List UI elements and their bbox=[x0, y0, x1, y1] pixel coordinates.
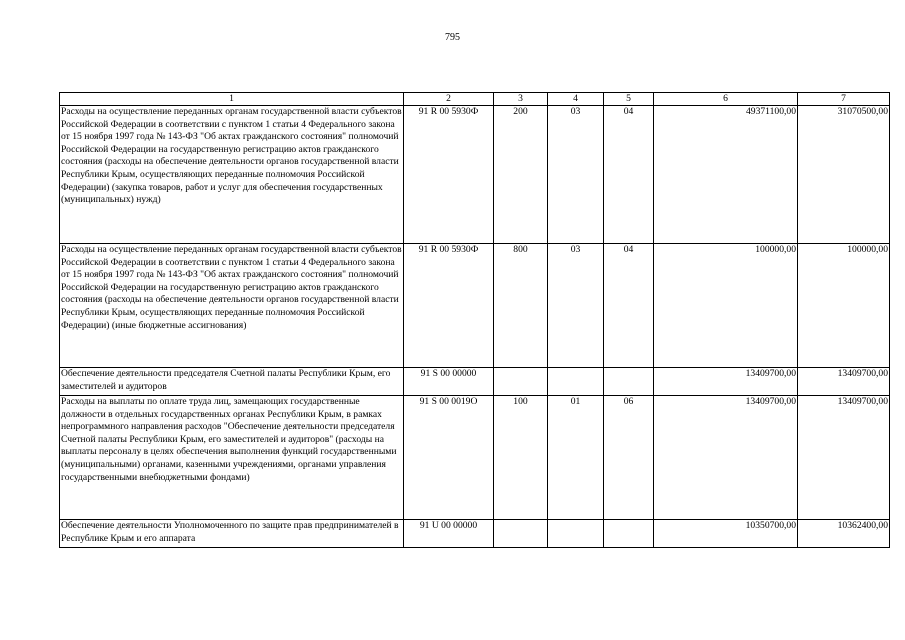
row-amount-col6: 13409700,00 bbox=[654, 368, 798, 396]
row-section: 03 bbox=[548, 106, 604, 244]
row-name: Расходы на выплаты по оплате труда лиц, замещающих государственные должности в отдельных государственных органах Республики Крым, в рамках непрограммного направления расходов "Обеспечение деятельности председателя Счетной палаты Республики Крым, его заместителей и аудиторов" (расходы на выплаты персоналу в целях обеспечения выполнения функций государственными (муниципальными) органами, казенными учреждениями, органами управления государственными внебюджетными фондами) bbox=[60, 396, 404, 520]
row-code: 91 U 00 00000 bbox=[404, 520, 494, 548]
column-header: 7 bbox=[798, 93, 890, 106]
row-expense-type: 200 bbox=[494, 106, 548, 244]
row-code: 91 S 00 0019О bbox=[404, 396, 494, 520]
row-amount-col7: 10362400,00 bbox=[798, 520, 890, 548]
row-amount-col6: 10350700,00 bbox=[654, 520, 798, 548]
row-subsection: 06 bbox=[604, 396, 654, 520]
table-row bbox=[60, 244, 890, 368]
table-row bbox=[60, 396, 890, 520]
column-header: 5 bbox=[604, 93, 654, 106]
row-amount-col6: 13409700,00 bbox=[654, 396, 798, 520]
row-amount-col7: 31070500,00 bbox=[798, 106, 890, 244]
row-subsection: 04 bbox=[604, 106, 654, 244]
column-header: 4 bbox=[548, 93, 604, 106]
row-name: Обеспечение деятельности председателя Счетной палаты Республики Крым, его заместителей и аудиторов bbox=[60, 368, 404, 396]
table-row bbox=[60, 520, 890, 548]
row-amount-col7: 13409700,00 bbox=[798, 396, 890, 520]
table-row bbox=[60, 106, 890, 244]
row-section: 03 bbox=[548, 244, 604, 368]
column-header: 1 bbox=[60, 93, 404, 106]
row-expense-type: 800 bbox=[494, 244, 548, 368]
row-expense-type bbox=[494, 368, 548, 396]
row-amount-col7: 13409700,00 bbox=[798, 368, 890, 396]
column-header: 6 bbox=[654, 93, 798, 106]
row-section bbox=[548, 520, 604, 548]
row-expense-type: 100 bbox=[494, 396, 548, 520]
row-name: Расходы на осуществление переданных органам государственной власти субъектов Российской Федерации в соответствии с пунктом 1 статьи 4 Федерального закона от 15 ноября 1997 года № 143-ФЗ "Об актах гражданского состояния" полномочий Российской Федерации на государственную регистрацию актов гражданского состояния (расходы на обеспечение деятельности органов государственной власти Республики Крым, осуществляющих переданные полномочия Российской Федерации) (закупка товаров, работ и услуг для обеспечения государственных (муниципальных) нужд) bbox=[60, 106, 404, 244]
column-header: 3 bbox=[494, 93, 548, 106]
row-amount-col7: 100000,00 bbox=[798, 244, 890, 368]
row-subsection bbox=[604, 520, 654, 548]
row-amount-col6: 49371100,00 bbox=[654, 106, 798, 244]
table-row bbox=[60, 368, 890, 396]
column-header: 2 bbox=[404, 93, 494, 106]
page-number: 795 bbox=[445, 32, 460, 43]
table-header-row bbox=[60, 93, 890, 106]
row-code: 91 R 00 5930Ф bbox=[404, 106, 494, 244]
row-expense-type bbox=[494, 520, 548, 548]
row-code: 91 S 00 00000 bbox=[404, 368, 494, 396]
row-section bbox=[548, 368, 604, 396]
row-name: Обеспечение деятельности Уполномоченного по защите прав предпринимателей в Республике Крым и его аппарата bbox=[60, 520, 404, 548]
row-section: 01 bbox=[548, 396, 604, 520]
row-subsection: 04 bbox=[604, 244, 654, 368]
row-name: Расходы на осуществление переданных органам государственной власти субъектов Российской Федерации в соответствии с пунктом 1 статьи 4 Федерального закона от 15 ноября 1997 года № 143-ФЗ "Об актах гражданского состояния" полномочий Российской Федерации на государственную регистрацию актов гражданского состояния (расходы на обеспечение деятельности органов государственной власти Республики Крым, осуществляющих переданные полномочия Российской Федерации) (иные бюджетные ассигнования) bbox=[60, 244, 404, 368]
row-code: 91 R 00 5930Ф bbox=[404, 244, 494, 368]
row-subsection bbox=[604, 368, 654, 396]
budget-table bbox=[59, 92, 890, 548]
row-amount-col6: 100000,00 bbox=[654, 244, 798, 368]
